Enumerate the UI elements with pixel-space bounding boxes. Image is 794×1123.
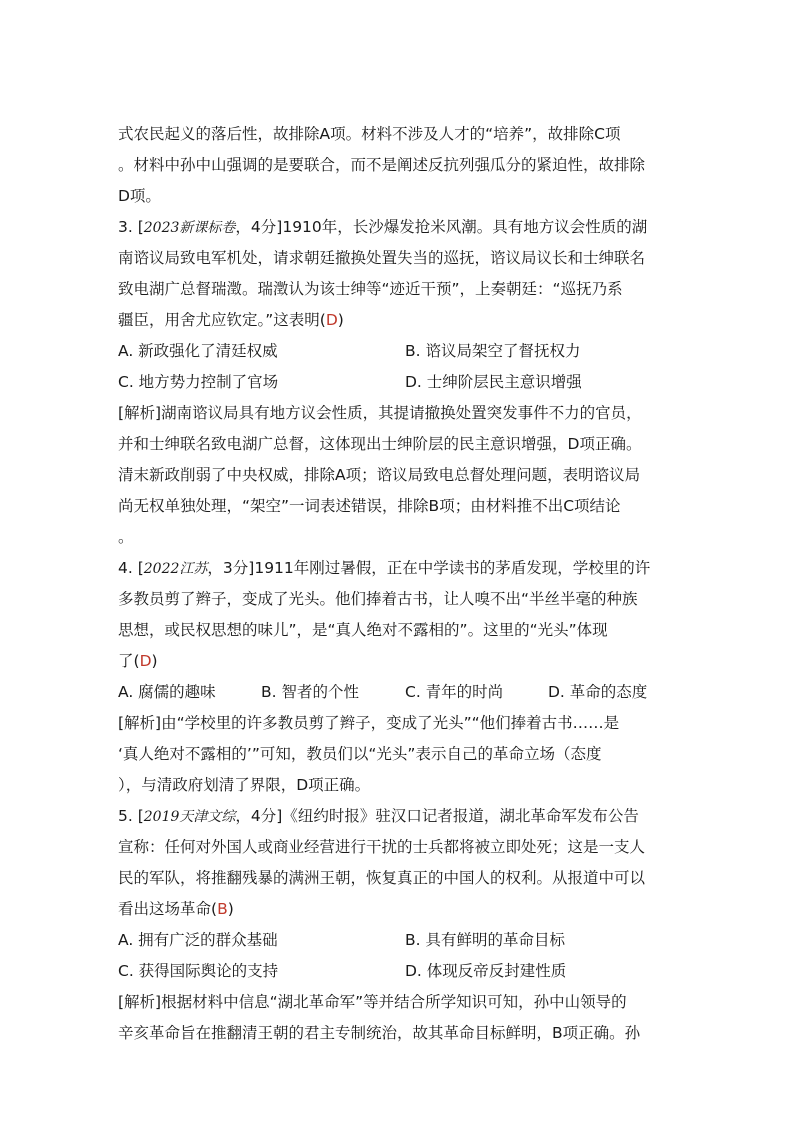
question-text: 看出这场革命( <box>118 900 218 918</box>
question-text: 疆臣，用舍尤应钦定。”这表明( <box>118 311 326 329</box>
text-line: 。材料中孙中山强调的是要联合，而不是阐述反抗列强瓜分的紧迫性，故排除 <box>118 156 646 174</box>
answer-letter: D <box>325 311 338 329</box>
option-d: D. 革命的态度 <box>548 683 648 701</box>
analysis-line: [解析]湖南谘议局具有地方议会性质，其提请撤换处置突发事件不力的官员， <box>118 404 642 422</box>
text-line <box>118 899 678 919</box>
question-4-stem <box>118 558 678 578</box>
text-line: 民的军队，将推翻残暴的满洲王朝，恢复真正的中国人的权利。从报道中可以 <box>118 869 646 887</box>
option-c: C. 青年的时尚 <box>405 683 504 701</box>
option-c: C. 地方势力控制了官场 <box>118 373 279 391</box>
question-text: 1911年刚过暑假，正在中学读书的茅盾发现，学校里的许 <box>254 559 651 577</box>
option-a: A. 新政强化了清廷权威 <box>118 342 278 360</box>
question-text: 了( <box>118 652 140 670</box>
question-number: 3. [ <box>118 218 144 236</box>
option-d: D. 士绅阶层民主意识增强 <box>405 373 582 391</box>
option-row <box>118 961 678 981</box>
text-line: D项。 <box>118 187 161 205</box>
text-line: 宣称：任何对外国人或商业经营进行干扰的士兵都将被立即处死；这是一支人 <box>118 838 646 856</box>
question-text: ) <box>337 311 344 329</box>
option-b: B. 谘议局架空了督抚权力 <box>405 342 581 360</box>
analysis-line: 尚无权单独处理，“架空”一词表述错误，排除B项；由材料推不出C项结论 <box>118 497 621 515</box>
answer-letter: B <box>217 900 228 918</box>
question-points: ，3分] <box>207 559 255 577</box>
analysis-line: 辛亥革命旨在推翻清王朝的君主专制统治，故其革命目标鲜明，B项正确。孙 <box>118 1024 641 1042</box>
question-text: ) <box>227 900 234 918</box>
text-line: 思想，或民权思想的味儿”，是“真人绝对不露相的”。这里的“光头”体现 <box>118 621 608 639</box>
analysis-line: 。 <box>118 528 134 546</box>
answer-letter: D <box>139 652 152 670</box>
question-source: 2023新课标卷 <box>143 220 236 236</box>
analysis-line: 清末新政削弱了中央权威，排除A项；谘议局致电总督处理问题，表明谘议局 <box>118 466 641 484</box>
option-a: A. 拥有广泛的群众基础 <box>118 931 278 949</box>
question-points: ，4分] <box>235 807 283 825</box>
text-line: 南谘议局致电军机处，请求朝廷撤换处置失当的巡抚，谘议局议长和士绅联名 <box>118 249 646 267</box>
text-line: 多教员剪了辫子，变成了光头。他们捧着古书，让人嗅不出“半丝半毫的种族 <box>118 590 638 608</box>
question-source: 2022江苏 <box>143 561 208 577</box>
analysis-line: 并和士绅联名致电湖广总督，这体现出士绅阶层的民主意识增强，D项正确。 <box>118 435 642 453</box>
option-a: A. 腐儒的趣味 <box>118 683 216 701</box>
question-source: 2019天津文综 <box>143 809 236 825</box>
text-line <box>118 651 678 671</box>
option-row <box>118 930 678 950</box>
text-line: 致电湖广总督瑞澂。瑞澂认为该士绅等“迹近干预”，上奏朝廷：“巡抚乃系 <box>118 280 623 298</box>
analysis-line: ），与清政府划清了界限，D项正确。 <box>118 776 371 794</box>
question-number: 4. [ <box>118 559 144 577</box>
question-text: 1910年，长沙爆发抢米风潮。具有地方议会性质的湖 <box>282 218 648 236</box>
question-3-stem <box>118 217 678 237</box>
text-line <box>118 310 678 330</box>
analysis-line: ‘真人绝对不露相的’”可知，教员们以“光头”表示自己的革命立场（态度 <box>118 745 602 763</box>
question-text: ) <box>151 652 158 670</box>
option-d: D. 体现反帝反封建性质 <box>405 962 567 980</box>
option-row <box>118 372 678 392</box>
option-b: B. 智者的个性 <box>261 683 359 701</box>
question-points: ，4分] <box>235 218 283 236</box>
analysis-line: [解析]由“学校里的许多教员剪了辫子，变成了光头”“他们捧着古书……是 <box>118 714 620 732</box>
question-5-stem <box>118 806 678 826</box>
option-c: C. 获得国际舆论的支持 <box>118 962 279 980</box>
option-row <box>118 682 678 702</box>
option-b: B. 具有鲜明的革命目标 <box>405 931 565 949</box>
question-text: 《纽约时报》驻汉口记者报道，湖北革命军发布公告 <box>282 807 639 825</box>
analysis-line: [解析]根据材料中信息“湖北革命军”等并结合所学知识可知，孙中山领导的 <box>118 993 627 1011</box>
text-line: 式农民起义的落后性，故排除A项。材料不涉及人才的“培养”，故排除C项 <box>118 125 621 143</box>
option-row <box>118 341 678 361</box>
question-number: 5. [ <box>118 807 144 825</box>
